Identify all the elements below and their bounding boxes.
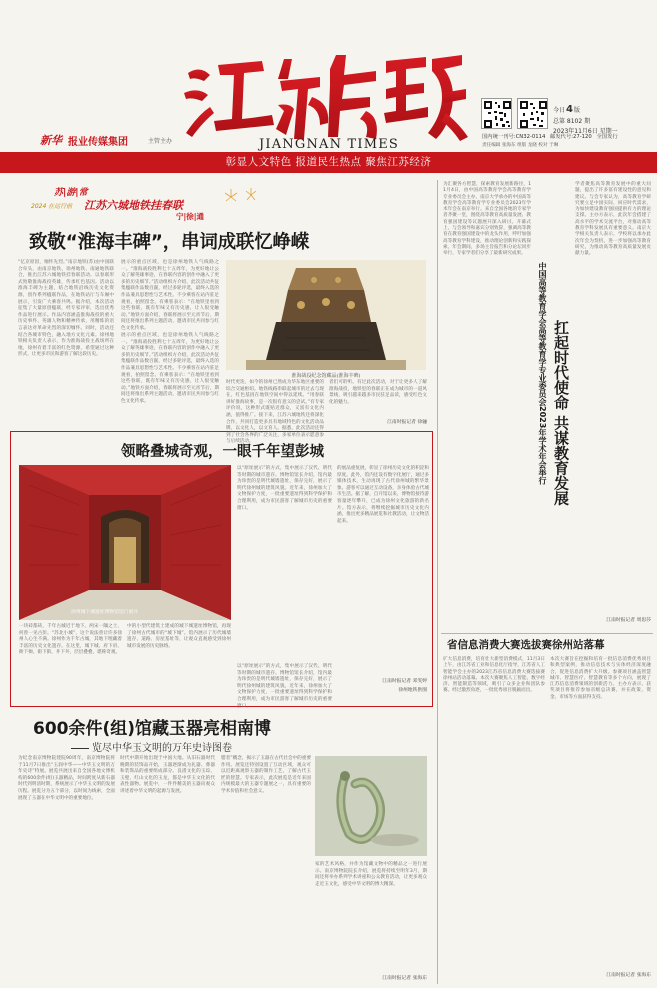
today-label: 今日 (553, 107, 566, 114)
byline-reporter: 江南时报记者 邓雯婷 (382, 679, 427, 684)
kicker-tag: 苏|游|常 (54, 188, 88, 198)
subhead-dash (71, 748, 89, 749)
byline: 江南时报记者 周思莎 (606, 618, 651, 623)
group-name: 报业传媒集团 (68, 137, 128, 148)
body-right: 学者聚焦高等教育发展中的重大问题，提出了许多富有建设性的意见和建议。与会专家认为，高等教育学研究要立足中国实际，回应时代需求，为加快建设教育强国提供有力的理论支撑。主办方表示，此次年会搭建了高水平的学术交流平台，对推动高等教育学科发展具有重要意义。南京大学相关负责人表示，学校将以承办此次年会为契机，进一步加强高等教育研究，为推动高等教育高质量发展贡献力量。 (575, 182, 651, 257)
masthead-english-title: JIANGNAN TIMES (258, 137, 400, 152)
subhead-text: 览尽中华玉文明的万年史诗图卷 (92, 743, 232, 754)
byline-photo: 徐州地铁供图 (398, 688, 427, 693)
page-count: 4 (566, 104, 573, 115)
editors-line: 责任编辑 张海东 组版 龙晓 校对 于琳 (482, 143, 559, 148)
body-column-3b: 以“原址展示”的方式，集中展示了汉代、明代等时期的城市遗存。博物馆馆长介绍，馆内最为珍贵的是明代城墙遗址，保存完好，展示了明代徐州城的建筑风貌。近年来，徐州加大了文物保护力度，一批重要遗址得到科学保护和合理利用，成为市民游客了解城市历史的重要窗口。 (237, 664, 332, 709)
body-column-2: 展示的重点区域，也是徐州地铁人气线路之一。“淮海战役胜利七十五周年，为更好地让公众了解英雄事迹，在春联内容的创作中融入了更多的历史细节。”活动组织方介绍，此次活动共征集楹联作品数百副，经过多轮评选，最终入选的作品兼具思想性与艺术性。不少乘客在站内驻足观看，拍照留念。有乘客表示：“在地铁里看到这些春联，既有年味又有历史感，让人很受触动。”地铁方面介绍，春联将展示至元宵节后，期间还将推出系列主题活动，邀请市民共同参与红色文化传承。 (121, 260, 219, 331)
kicker-banner (26, 185, 266, 223)
headline: 省信息消费大赛选拔赛徐州站落幕 (447, 639, 605, 651)
article-subway-couplets (11, 180, 432, 445)
body-column-3: 腊者”概念，揭示了玉器在古代社会中的重要作用。展览还特别设置了互动区域，观众可以近距离观察玉器的制作工艺，了解古代玉匠的智慧。专家表示，此次展览是近年来国内规模最大的玉器专题展之一，具有重要的学术价值和社会意义。 (221, 756, 311, 794)
body-column-1: 为纪念南京博物院建院90周年，南京博物院将于11月7日推出“玉润中华——中华玉文明的万年史诗”特展。展览共展出来自全国各地文博机构的600余件(组)玉器精品，时间跨度从新石器时代到明清时期，系统展示了中华玉文明的发展历程。展览分为五个部分，以时间为线索，全面展现了玉器在中华文明中的重要地位。 (18, 756, 115, 801)
subheadline (71, 739, 391, 754)
headline: 600余件(组)馆藏玉器亮相南博 (33, 719, 272, 739)
photo-caption: 徐州城下城遗址博物馆馆门展开 (71, 610, 139, 615)
byline: 江南时报记者 徐骊 (387, 420, 427, 425)
logo-word: 新华 (40, 134, 62, 147)
byline: 江南时报记者 张海东 (382, 976, 427, 981)
article-xuzhou-museum (10, 431, 433, 707)
post-code: 邮发代号:27-120 (550, 134, 592, 140)
vertical-subtitle: 中国高等教育学会高等教育学专业委员会2023年学术年会举行 (538, 262, 547, 485)
page-unit: 版 (573, 107, 580, 114)
body-left: 扩大信息消费，培育壮大新型消费模式，11月3日上午，由江苏省工业和信息化厅指导，江苏省人工智能学会主办的2023江苏省信息消费大赛选拔赛徐州站活动落幕。本次大赛聚焦人工智能、数字经济、智能制造等领域，吸引了众多企业和团队参赛。经过激烈角逐，一批优秀项目脱颖而出。 (443, 657, 545, 694)
museum-photo (19, 465, 231, 620)
byline: 江南时报记者 张海东 (606, 973, 651, 978)
qr-code-2[interactable] (517, 98, 548, 129)
article-jade-exhibition (11, 712, 432, 984)
slogan-banner (0, 152, 657, 173)
body-column-1: 一块砖都砖，千年古城近于地下。两宋一隅之土，何曾一见古彭。“苏北小城”，这个说法曾让许多徐州人心生不满。徐州作为千年古城，其地下埋藏着丰富的历史文化遗存。在这里，城下城、府下府、衙下衙、街下街、井下井，层层叠叠，堪称奇观。 (19, 624, 122, 656)
headline: 致敬“淮海丰碑”，串词成联忆峥嵘 (29, 232, 310, 253)
publication-date: 2023年11月6日 星期一 (553, 128, 618, 135)
exhibit-photo (226, 260, 426, 370)
kicker-title: 江苏六城地铁挂春联 (84, 199, 183, 212)
headline: 领略叠城奇观，一眼千年望彭城 (121, 444, 324, 460)
fireworks-decoration-icon (221, 187, 266, 209)
masthead (0, 0, 657, 175)
column-divider (437, 180, 438, 984)
slogan: 彰显人文特色 报道民生热点 聚焦江苏经济 (225, 156, 432, 168)
photo-caption: 淮海战役纪念馆藏品(淮海丰碑) (291, 373, 361, 379)
body-column-4: 家的艺术风格，并作为馆藏文物中的精品之一进行展示。南京博物院院长介绍，展览将持续至明年3月，期间还将举办系列学术讲座和公众教育活动，让更多观众走近玉文化，感受中华文明的博大精深。 (315, 862, 427, 887)
sponsor-label: 主管主办 (148, 138, 173, 145)
publication-codes (482, 132, 652, 140)
section-divider (441, 633, 653, 634)
body-column-3: 时代更迭，如今的徐州已然成为华东地区重要的综合交通枢纽。地铁线路串联起城市的过去与现在，红色基因在地铁空间中得以延续。“用春联讲好淮海故事，是一次很有意义的尝试。”有专家评价说，这种形式既贴近群众，又富有文化内涵，值得推广。接下来，江苏六城地铁还将深化合作，共同打造更多具有地域特色的文化活动品牌，以文化人，以文育人。据悉，此次活动还得到了社会各界的广泛关注，多家单位表示愿意参与后续活动。 (226, 380, 324, 445)
vertical-headline: 扛起时代使命 共谋教育发展 (552, 320, 570, 506)
article-education (441, 180, 653, 632)
qr-code[interactable] (481, 98, 512, 129)
body-column-4: 的展品重复展，彰显了徐州历史文化的积淀和厚度。此外，馆内还设有数字化展厅，通过多媒体技术，生动再现了古代徐州城的繁华景象。游客可以通过互动设备，亲身体验古代城市生活。据了解，自开馆以来，博物馆接待游客量逐年攀升，已成为徐州文化旅游的新名片。馆方表示，将继续挖掘城市历史文化内涵，推出更多精品展览和社教活动，让文物活起来。 (337, 466, 429, 524)
cn-code: 国内统一刊号:CN32-0114 (482, 134, 546, 140)
distribution: 全国发行 (596, 134, 618, 140)
kicker-cities: 宁|徐|通 (176, 212, 204, 221)
kicker-badge: 2024 在运行前 (31, 203, 73, 210)
body-left: 为汇聚各方智慧，探索教育发展新路径，11月4日，由中国高等教育学会高等教育学专业委员会主办、南京大学承办的中国高等教育学会高等教育学专业委员会2023年学术年会在南京举行。来自全国各地的专家学者齐聚一堂，围绕高等教育高质量发展、教育强国建设等议题展开深入研讨。开幕式上，与会领导和嘉宾分别致辞，强调高等教育在教育强国建设中的龙头作用，呼吁加强高等教育学科建设，推动理论创新和实践探索。年会期间，多场主旨报告和分论坛同步举行，专家学者们分享了最新研究成果。 (443, 182, 531, 257)
jade-photo (315, 756, 427, 856)
body-column-3: 以“原址展示”的方式，集中展示了汉代、明代等时期的城市遗存。博物馆馆长介绍，馆内最为珍贵的是明代城墙遗址，保存完好，展示了明代徐州城的建筑风貌。近年来，徐州加大了文物保护力度，一批重要遗址得到科学保护和合理利用，成为市民游客了解城市历史的重要窗口。 (237, 466, 332, 511)
body-column-4: 者们可聆听。有过此次活动，对于让更多人了解淮海战役，地铁里的春联正在成为城市的一道风景线，吸引越来越多市民驻足品读，感受红色文化的魅力。 (329, 380, 427, 405)
masthead-title-brush (180, 45, 470, 145)
body-column-2b: 展示的重点区域，也是徐州地铁人气线路之一。“淮海战役胜利七十五周年，为更好地让公众了解英雄事迹，在春联内容的创作中融入了更多的历史细节。”活动组织方介绍，此次活动共征集楹联作品数百副，经过多轮评选，最终入选的作品兼具思想性与艺术性。不少乘客在站内驻足观看，拍照留念。有乘客表示：“在地铁里看到这些春联，既有年味又有历史感，让人很受触动。”地铁方面介绍，春联将展示至元宵节后，期间还将推出系列主题活动，邀请市民共同参与红色文化传承。 (121, 333, 219, 404)
body-right: 本次大赛旨在挖掘和培育一批信息消费优秀项目和典型案例，推动信息技术与实体经济深度融合，促进信息消费扩大升级。参赛项目涵盖智慧城市、智慧医疗、智慧教育等多个方向，展现了江苏信息消费领域的创新活力。主办方表示，获奖项目将推荐参加省级总决赛，并在政策、资金、市场等方面获得支持。 (550, 657, 651, 700)
body-column-2: 时代中期开始出现于中国大地。从旧石器时代晚期的装饰品开始，玉器逐渐成为礼器、葬器和装饰品的重要组成部分。良渚文化的玉琮、玉璧，红山文化的玉龙，都是中华玉文化的代表性器物。展览中，一件件精美的玉器向观众讲述着中华文明的起源与发展。 (120, 756, 215, 794)
issue-number: 总第 8102 期 (553, 118, 591, 125)
issue-info (553, 104, 653, 135)
article-info-consumption (441, 637, 653, 984)
body-column-1: “亿京原因，缅怀先烈。”南京地铁(苏)由中国联合牵头，由南京地铁、徐州地铁、南通地铁联合，推出江苏六城地铁挂春联活动。以春联形式致敬淮海战役英雄，传承红色基因。活动以淮海丰碑为主题，结合地铁沿线历史文化资源，创作系列楹联作品，在地铁站厅与车厢中展示，引发广大乘客共鸣。据介绍，本次活动征集了大量原创楹联，经专家评审，选出优秀作品进行展示。作品内容涵盖淮海战役的重大历史事件、英雄人物和精神传承，用精炼的语言表达对革命先烈的深切缅怀。同时，活动还结合各城市特色，融入地方文化元素。徐州地铁相关负责人表示，作为淮海战役主战场所在地，徐州有着丰富的红色资源，希望通过这种形式，让更多市民和游客了解这段历史。 (18, 260, 114, 358)
body-column-2: 中的小型代建筑土建成的城下城遗址博物馆，再现了徐州古代城市的“城下城”。馆内展示了历代城墙遗存、道路、房屋基址等，让观众直观感受到徐州城市发展的历史脉络。 (127, 624, 231, 649)
